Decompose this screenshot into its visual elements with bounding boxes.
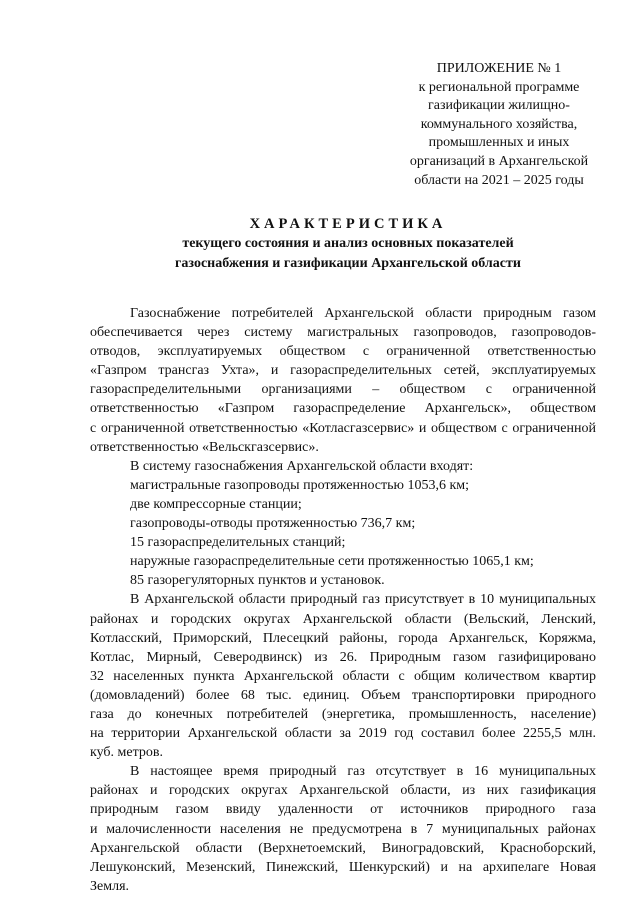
paragraph-line: В систему газоснабжения Архангельской области входят: bbox=[130, 458, 474, 474]
paragraph-line: Земля. bbox=[90, 878, 130, 894]
appendix-line: к региональной программе bbox=[418, 79, 580, 95]
paragraph-line: обеспечивается через систему магистральных газопроводов, газопроводов- bbox=[90, 325, 596, 341]
list-item: газопроводы-отводы протяженностью 736,7 км; bbox=[130, 516, 416, 532]
list-item: две компрессорные станции; bbox=[130, 496, 302, 512]
paragraph-line: с ограниченной ответственностью «Котласгазсервис» и обществом с ограниченной bbox=[90, 420, 596, 436]
title-subtitle-line: газоснабжения и газификации Архангельской области bbox=[175, 256, 521, 271]
appendix-line: области на 2021 – 2025 годы bbox=[414, 172, 584, 188]
paragraph-line: отводов, эксплуатируемых обществом с ограниченной ответственностью bbox=[90, 344, 596, 360]
document-title bbox=[118, 214, 578, 274]
paragraph-line: Архангельской области (Верхнетоемский, Виноградовский, Красноборский, bbox=[90, 840, 596, 856]
paragraph-line: ответственностью «Газпром газораспределение Архангельск», обществом bbox=[90, 401, 596, 417]
paragraph-line: ответственностью «Вельскгазсервис». bbox=[90, 439, 319, 455]
paragraph-line: и малочисленности населения не предусмотрена в 7 муниципальных районах bbox=[90, 821, 596, 837]
title-subtitle-line: текущего состояния и анализ основных показателей bbox=[182, 236, 514, 251]
body-text bbox=[90, 304, 596, 896]
appendix-line: промышленных и иных bbox=[428, 135, 570, 151]
paragraph-line: районах и городских округах Архангельской области (Вельский, Ленский, bbox=[90, 611, 596, 627]
paragraph-line: «Газпром трансгаз Ухта», и газораспределительных сетей, эксплуатируемых bbox=[90, 363, 596, 379]
paragraph-line: Котласский, Приморский, Плесецкий районы, города Архангельск, Коряжма, bbox=[90, 630, 596, 646]
list-item: 85 газорегуляторных пунктов и установок. bbox=[130, 573, 385, 589]
paragraph-line: на территории Архангельской области за 2019 год составил более 2255,5 млн. bbox=[90, 726, 596, 742]
paragraph-line: газа до конечных потребителей (энергетика, промышленность, население) bbox=[90, 706, 596, 722]
appendix-header bbox=[380, 60, 618, 190]
paragraph-line: 32 населенных пункта Архангельской области с общим количеством квартир bbox=[90, 668, 596, 684]
appendix-line: коммунального хозяйства, bbox=[420, 116, 578, 132]
appendix-number: ПРИЛОЖЕНИЕ № 1 bbox=[436, 61, 562, 76]
paragraph-line: газораспределительными организациями – обществом с ограниченной bbox=[90, 382, 596, 398]
paragraph-line: Газоснабжение потребителей Архангельской области природным газом bbox=[130, 306, 596, 321]
paragraph-line: В Архангельской области природный газ присутствует в 10 муниципальных bbox=[130, 592, 596, 608]
paragraph-line: природным газом ввиду удаленности от источников природного газа bbox=[90, 802, 596, 818]
list-item: магистральные газопроводы протяженностью 1053,6 км; bbox=[130, 477, 470, 493]
paragraph-line: Котлас, Мирный, Северодвинск) из 26. Природным газом газифицировано bbox=[90, 649, 596, 665]
appendix-line: организаций в Архангельской bbox=[409, 153, 589, 169]
paragraph-line: районах и городских округах Архангельской области, из них газификация bbox=[90, 783, 596, 799]
title-heading: ХАРАКТЕРИСТИКА bbox=[249, 216, 447, 232]
paragraph-line: В настоящее время природный газ отсутствует в 16 муниципальных bbox=[130, 764, 596, 780]
paragraph-line: (домовладений) более 68 тыс. единиц. Объем транспортировки природного bbox=[90, 687, 596, 703]
appendix-line: газификации жилищно- bbox=[428, 98, 570, 114]
list-item: 15 газораспределительных станций; bbox=[130, 535, 346, 551]
paragraph-line: куб. метров. bbox=[90, 745, 164, 761]
list-item: наружные газораспределительные сети протяженностью 1065,1 км; bbox=[130, 554, 534, 570]
paragraph-line: Лешуконский, Мезенский, Пинежский, Шенкурский) и на архипелаге Новая bbox=[90, 859, 596, 875]
